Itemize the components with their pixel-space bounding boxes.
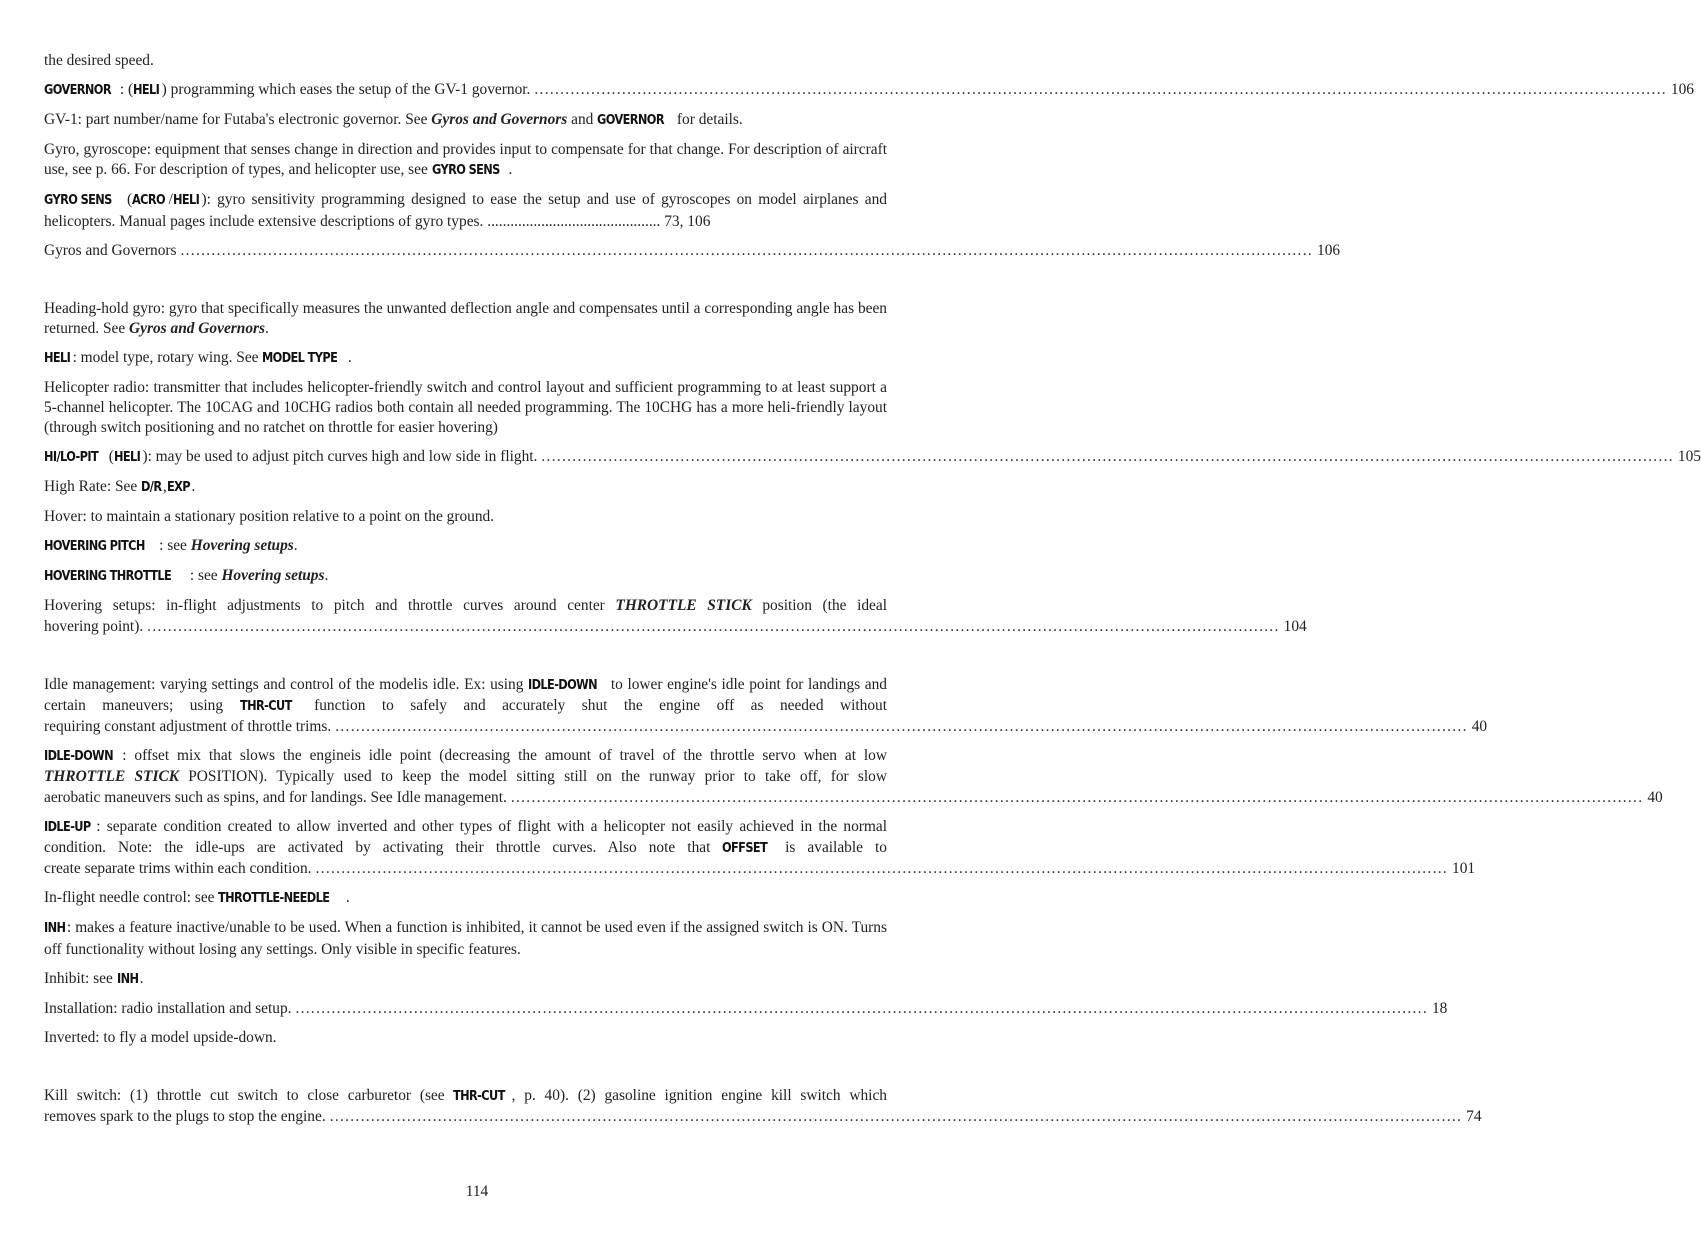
keyword: HELI [172, 193, 200, 209]
keyword: HELI [44, 350, 71, 366]
keyword: HOVERING PITCH [44, 539, 145, 555]
dot-leader: ............................................................................................................................................................................................................................ [147, 617, 1280, 635]
keyword: IDLE-DOWN [528, 677, 598, 693]
entry-gyro-sens: GYRO SENS (ACRO /HELI ): gyro sensitivity programming designed to ease the setup and use of gyroscopes on model airplanes and helicopters. Manual pages include extensive descriptions of gyro types. ............................................. 73, 106 [44, 191, 887, 230]
page-ref: 18 [1431, 999, 1448, 1017]
dot-leader: ............................................................................................................................................................................................................................ [335, 718, 1468, 736]
entry-hovering-pitch: HOVERING PITCH : see Hovering setups. [44, 536, 887, 557]
page-number: 114 [465, 1183, 489, 1200]
keyword: HOVERING THROTTLE [44, 569, 172, 585]
entry-installation: Installation: radio installation and setup. ............................................................................................................................................................................................................................ 18 [44, 999, 887, 1019]
keyword: IDLE-DOWN [44, 749, 113, 765]
page-ref: 74 [1466, 1107, 1482, 1125]
dot-leader: ............................................................................................................................................................................................................................ [180, 241, 1313, 259]
keyword: INH [116, 971, 139, 987]
entry-hover: Hover: to maintain a stationary position relative to a point on the ground. [44, 508, 495, 526]
entry-hovering-throttle: HOVERING THROTTLE : see Hovering setups. [44, 566, 887, 587]
page-ref: 40 [1471, 718, 1488, 736]
entry-idle-up: IDLE-UP : separate condition created to allow inverted and other types of flight with a helicopter not easily achieved in the normal condition. Note: the idle-ups are activated by activating their throttle curves. Also note that OFFSET is available to create separate trims within each condition. ............................................................................................................................................................................................................................ 101 [44, 817, 887, 880]
keyword: EXP [166, 480, 190, 496]
keyword: GYRO SENS [44, 193, 112, 209]
keyword: THR-CUT [453, 1088, 506, 1104]
keyword: THR-CUT [239, 698, 292, 714]
section-gap [44, 646, 887, 675]
page-ref: 73, 106 [664, 212, 711, 230]
dot-leader: ............................................................................................................................................................................................................................ [534, 80, 1667, 98]
page-ref: 40 [1647, 788, 1663, 806]
cross-reference: Gyros and Governors [431, 110, 568, 128]
entry-inflight-needle: In-flight needle control: see THROTTLE-NEEDLE . [44, 888, 887, 909]
keyword: D/R [141, 480, 162, 496]
page-ref: 106 [1317, 241, 1341, 259]
entry-heading-hold: Heading-hold gyro: gyro that specifically measures the unwanted deflection angle and compensates until a corresponding angle has been returned. See Gyros and Governors. [44, 299, 887, 337]
entry-desired-speed: the desired speed. [44, 52, 154, 69]
entry-inhibit: Inhibit: see INH. [44, 969, 887, 990]
entry-hovering-setups: Hovering setups: in-flight adjustments to pitch and throttle curves around center THROTTLE STICK position (the ideal hovering point). ............................................................................................................................................................................................................................ 104 [44, 596, 887, 637]
page-ref: 105 [1677, 448, 1701, 466]
entry-hi-lo-pit: HI/LO-PIT (HELI ): may be used to adjust pitch curves high and low side in flight. ............................................................................................................................................................................................................................ 105 [44, 447, 887, 468]
entry-inverted: Inverted: to fly a model upside-down. [44, 1028, 277, 1046]
keyword: THROTTLE-NEEDLE [218, 891, 330, 907]
entry-heli: HELI : model type, rotary wing. See MODEL TYPE . [44, 348, 887, 369]
entry-idle-down: IDLE-DOWN : offset mix that slows the engineis idle point (decreasing the amount of travel of the throttle servo when at low THROTTLE STICK POSITION). Typically used to keep the model sitting still on the runway prior to take off, for slow aerobatic maneuvers such as spins, and for landings. See Idle management. ............................................................................................................................................................................................................................ 40 [44, 746, 887, 808]
entry-high-rate: High Rate: See D/R,EXP . [44, 477, 887, 498]
keyword: HI/LO-PIT [44, 450, 99, 466]
entry-gv1: GV-1: part number/name for Futaba's electronic governor. See Gyros and Governors and GOVERNOR for details. [44, 110, 887, 131]
entry-heli-radio: Helicopter radio: transmitter that includes helicopter-friendly switch and control layout and sufficient programming to at least support a 5-channel helicopter. The 10CAG and 10CHG radios both contain all needed programming. The 10CHG has a more heli-friendly layout (through switch positioning and no ratchet on throttle for easier hovering) [44, 378, 887, 437]
cross-reference: Gyros and Governors [129, 319, 266, 337]
section-gap [44, 270, 887, 299]
cross-reference: THROTTLE STICK [615, 597, 752, 615]
dot-leader: ............................................................................................................................................................................................................................ [510, 788, 1644, 806]
entry-governor: GOVERNOR : (HELI ) programming which eases the setup of the GV-1 governor. ............................................................................................................................................................................................................................ 106 [44, 80, 887, 101]
keyword: HELI [113, 450, 141, 466]
page-ref: 106 [1670, 80, 1694, 98]
dot-leader: ............................................................................................................................................................................................................................ [329, 1107, 1463, 1125]
dot-leader: ............................................................................................................................................................................................................................ [315, 860, 1449, 878]
keyword: GOVERNOR [597, 112, 665, 128]
keyword: IDLE-UP [44, 819, 91, 835]
entry-gyro: Gyro, gyroscope: equipment that senses change in direction and provides input to compensate for that change. For description of aircraft use, see p. 66. For description of types, and helicopter use, see GYRO SENS . [44, 140, 887, 182]
page-ref: 104 [1283, 617, 1307, 635]
dot-leader: ............................................................................................................................................................................................................................ [541, 448, 1674, 466]
keyword: ACRO [132, 193, 166, 209]
keyword: GOVERNOR [44, 82, 111, 98]
cross-reference: Hovering setups [221, 567, 325, 585]
cross-reference: THROTTLE STICK [44, 768, 179, 786]
keyword: MODEL TYPE [262, 350, 338, 366]
entry-inh: INH: makes a feature inactive/unable to be used. When a function is inhibited, it cannot be used even if the assigned switch is ON. Turns off functionality without losing any settings. Only visible in specific features. [44, 919, 887, 958]
entry-kill-switch: Kill switch: (1) throttle cut switch to close carburetor (see THR-CUT , p. 40). (2) gasoline ignition engine kill switch which removes spark to the plugs to stop the engine. ............................................................................................................................................................................................................................ 74 [44, 1086, 887, 1128]
page-ref: 101 [1452, 860, 1476, 878]
entry-idle-management: Idle management: varying settings and control of the modelis idle. Ex: using IDLE-DOWN to lower engine's idle point for landings and certain maneuvers; using THR-CUT function to safely and accurately shut the engine off as needed without requiring constant adjustment of throttle trims. ............................................................................................................................................................................................................................ 40 [44, 675, 887, 738]
keyword: GYRO SENS [431, 163, 500, 179]
keyword: OFFSET [722, 841, 768, 856]
cross-reference: Hovering setups [190, 537, 294, 555]
section-gap [44, 1057, 887, 1086]
dot-leader: ............................................................................................................................................................................................................................ [295, 999, 1428, 1017]
dot-leader: ............................................. [483, 212, 665, 230]
keyword: HELI [133, 82, 160, 98]
keyword: INH [44, 921, 66, 937]
entry-gyros-governors: Gyros and Governors ............................................................................................................................................................................................................................ 106 [44, 241, 887, 261]
glossary-page [44, 50, 1701, 1136]
